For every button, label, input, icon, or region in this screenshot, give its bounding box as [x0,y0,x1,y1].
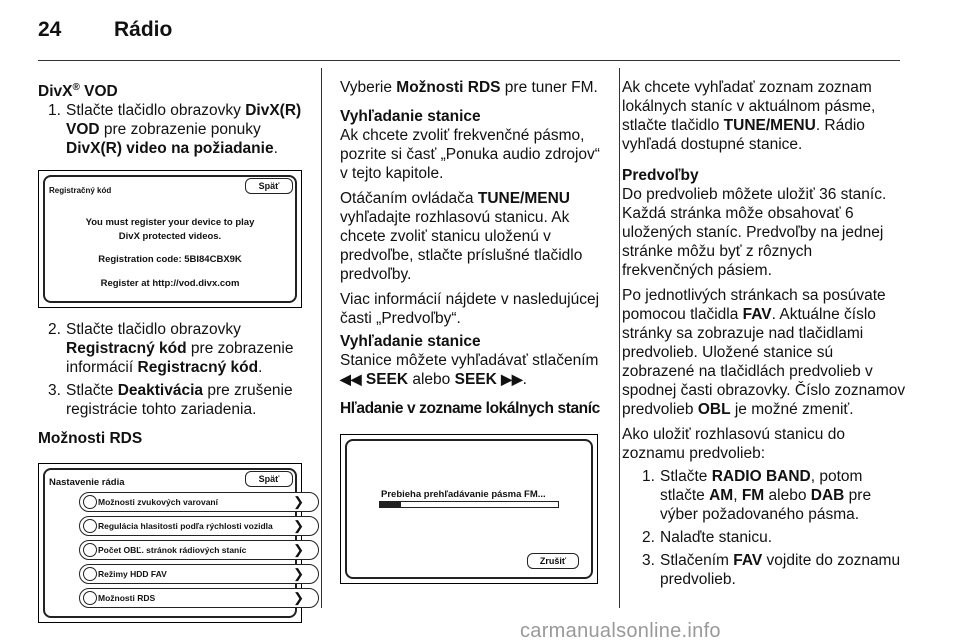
menu-row-label: Možnosti zvukových varovaní [98,497,218,508]
divx-heading: DivX® VOD [38,82,118,101]
screen-line: DivX protected videos. [118,231,222,243]
list-item: 3. Stlačením FAV vojdite do zoznamu predvolieb. [642,552,901,588]
paragraph: Ak chcete vyhľadať zoznam zoznam lokálnych staníc v aktuálnom pásme, stlačte tlačidlo TUNE/MENU. Rádio vyhľadá dostupné stanice. [622,79,876,153]
chevron-right-icon: ❯ [293,518,304,534]
scan-screen [340,434,598,584]
seek-back-icon: ◀◀ [340,371,362,387]
section-heading: Hľadanie v zozname lokálnych staníc [340,400,600,417]
list-item: 3. Stlačte Deaktivácia pre zrušenie registrácie tohto zariadenia. [48,382,293,419]
menu-row[interactable] [79,588,319,608]
menu-row[interactable] [79,516,319,536]
section-heading: Vyhľadanie stanice [340,108,481,125]
menu-row-label: Možnosti RDS [98,593,156,604]
list-item: 2. Nalaďte stanicu. [642,529,773,546]
list-item: 1. Stlačte tlačidlo obrazovky DivX(R) VOD pre zobrazenie ponuky DivX(R) video na požiadanie. [48,102,302,158]
back-button[interactable]: Späť [245,178,293,194]
cancel-button[interactable]: Zrušiť [527,553,579,569]
chevron-right-icon: ❯ [293,566,304,582]
screen-title: Nastavenie rádia [49,477,125,489]
header-divider [38,60,900,61]
paragraph: Otáčaním ovládača TUNE/MENU vyhľadajte rozhlasovú stanicu. Ak chcete zvoliť stanicu uloženú v predvoľbe, stlačte príslušné tlačidlo predvoľby. [340,190,583,283]
registration-code: Registration code: 5BI84CBX9K [98,254,242,266]
registration-screen [38,170,302,308]
screen-title: Registračný kód [49,186,112,196]
back-button[interactable]: Späť [245,471,293,487]
chevron-right-icon: ❯ [293,542,304,558]
paragraph: Ako uložiť rozhlasovú stanicu do zoznamu predvolieb: [622,426,845,462]
menu-row-label: Režimy HDD FAV [98,569,167,580]
section-heading: Možnosti RDS [38,430,143,448]
column-1 [38,78,306,623]
column-2 [340,78,605,584]
chevron-right-icon: ❯ [293,590,304,606]
paragraph: Stanice môžete vyhľadávať stlačením ◀◀ SEEK alebo SEEK ▶▶. [340,352,599,388]
chevron-right-icon: ❯ [293,494,304,510]
scan-status-text: Prebieha prehľadávanie pásma FM... [381,489,546,500]
column-divider-2 [619,68,620,608]
page-number: 24 [38,18,62,41]
register-url: Register at http://vod.divx.com [100,278,240,290]
menu-row[interactable] [79,564,319,584]
paragraph: Po jednotlivých stránkach sa posúvate pomocou tlačidla FAV. Aktuálne číslo stránky sa zobrazuje nad tlačidlami predvolieb. Uložené stanice sú zobrazené na tlačidlách predvolieb v spodnej časti obrazovky. Číslo zoznamov predvolieb OBL je možné zmeniť. [622,287,906,418]
seek-forward-icon: ▶▶ [501,371,523,387]
menu-row-label: Počet OBĽ. stránok rádiových staníc [98,545,247,556]
paragraph: Vyberie Možnosti RDS pre tuner FM. [340,79,598,96]
list-item: 2. Stlačte tlačidlo obrazovky Registracný kód pre zobrazenie informácií Registracný kód. [48,321,294,377]
radio-settings-screen [38,463,302,623]
menu-row-label: Regulácia hlasitosti podľa rýchlosti vozidla [98,521,273,532]
paragraph: Viac informácií nájdete v nasledujúcej časti „Predvoľby“. [340,291,600,327]
paragraph: Do predvolieb môžete uložiť 36 staníc. Každá stránka môže obsahovať 6 uložených staníc. Predvoľby na jednej stránke môžu byť z rôznych frekvenčných pásiem. [622,186,887,279]
paragraph: Ak chcete zvoliť frekvenčné pásmo, pozrite si časť „Ponuka audio zdrojov“ v tejto kapitole. [340,127,600,182]
column-divider-1 [321,68,322,608]
list-item: 1. Stlačte RADIO BAND, potom stlačte AM, FM alebo DAB pre výber požadovaného pásma. [642,468,872,523]
scan-progress-bar [379,501,559,508]
section-heading: Vyhľadanie stanice [340,333,481,350]
menu-row[interactable] [79,492,319,512]
menu-row[interactable] [79,540,319,560]
watermark: carmanualsonline.info [520,620,721,642]
column-3 [622,78,907,589]
section-heading: Predvoľby [622,167,699,184]
screen-line: You must register your device to play [85,217,255,229]
page-title: Rádio [114,18,173,41]
progress-fill [380,502,401,507]
